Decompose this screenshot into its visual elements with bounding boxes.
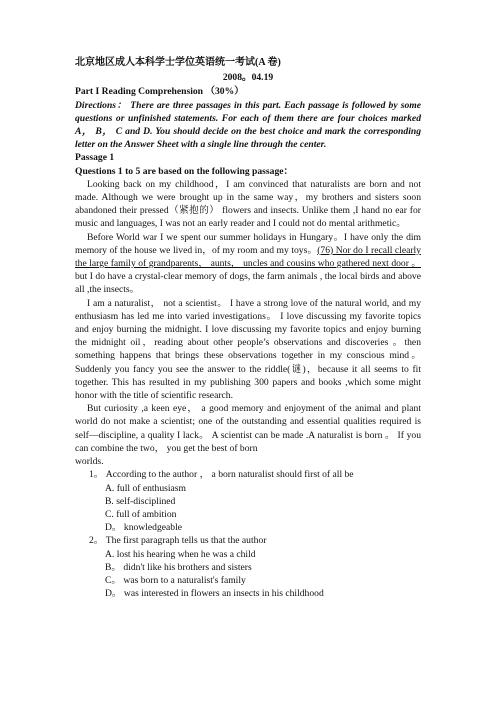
underlined-sentence-76: (76) Nor do I recall clearly the large family of grandparents， aunts， uncles and cousins who gathered next door 。 <box>75 244 421 270</box>
paragraph-4: But curiosity ,a keen eye， a good memory and enjoyment of the animal and plant world do not make a scientist; one of the outstanding and essential qualities required is self—discipline, a quality I lack。 A scientist can be made .A naturalist is born 。 If you can combine the two， you get the best of born <box>75 403 421 454</box>
question-1-option-c: C. full of ambition <box>105 508 177 520</box>
paragraph-1: Looking back on my childhood，I am convinced that naturalists are born and not made. Although we were brought up in the same way，my brothers and sisters soon abandoned their pressed（紧抱的） flowers and insects. Unlike them ,I hand no ear for music and languages, I was not an early reader and I could not do mental arithmetic。 <box>75 178 421 230</box>
part-heading: Part I Reading Comprehension （30%） <box>75 86 244 98</box>
directions-text: There are three passages in this part. Each passage is followed by some questions or unfinished statements. For each of them there are four choices marked A， B， C and D. You should decide on the best choice and mark the corresponding letter on the Answer Sheet with a single line through the center. <box>75 99 421 151</box>
paragraph-3: I am a naturalist， not a scientist。 I have a strong love of the natural world, and my enthusiasm has led me into varied investigations。 I love discussing my favorite topics and enjoy burning the midnight. I love discussing my favorite topics and enjoy burning the midnight oil，reading about other people’s observations and discoveries 。then something happens that brings these observations together in my conscious mind。 Suddenly you fancy you see the answer to the riddle(谜)，because it all seems to fit together. This has resulted in my publishing 300 papers and books ,which some might honor with the title of scientific research. <box>75 297 421 402</box>
question-1-option-b: B. self-disciplined <box>105 495 176 507</box>
question-1-option-a: A. full of enthusiasm <box>105 482 187 494</box>
passage-label: Passage 1 <box>75 152 115 164</box>
paragraph-2 <box>75 231 421 297</box>
question-2-option-d: D。 was interested in flowers an insects in his childhood <box>105 588 324 600</box>
question-2-stem: 2。 The first paragraph tells us that the author <box>89 535 267 547</box>
questions-intro: Questions 1 to 5 are based on the following passage： <box>75 165 294 177</box>
directions-label: Directions： <box>75 99 128 111</box>
question-2-option-b: B。 didn't like his brothers and sisters <box>105 561 252 573</box>
question-2-option-a: A. lost his hearing when he was a child <box>105 548 256 560</box>
question-2-option-c: C。 was born to a naturalist's family <box>105 574 246 586</box>
document-title: 北京地区成人本科学士学位英语统一考试(A 卷) <box>75 57 281 68</box>
question-1-option-d: D。 knowledgeable <box>105 522 182 534</box>
paragraph-4-tail: worlds. <box>75 456 104 468</box>
directions <box>75 99 421 152</box>
paragraph-2-end: but I do have a crystal-clear memory of dogs, the farm animals , the local birds and above all ,the insects。 <box>75 271 421 296</box>
exam-date: 2008。04.19 <box>222 72 274 84</box>
question-1-stem: 1。 According to the author ， a born naturalist should first of all be <box>89 469 354 481</box>
paragraph-2-start: Before World war I we spent our summer holidays in Hungary。I have only the dim memory of the house we lived in，of my room and my toys。 <box>75 231 421 256</box>
exam-page <box>75 56 421 600</box>
